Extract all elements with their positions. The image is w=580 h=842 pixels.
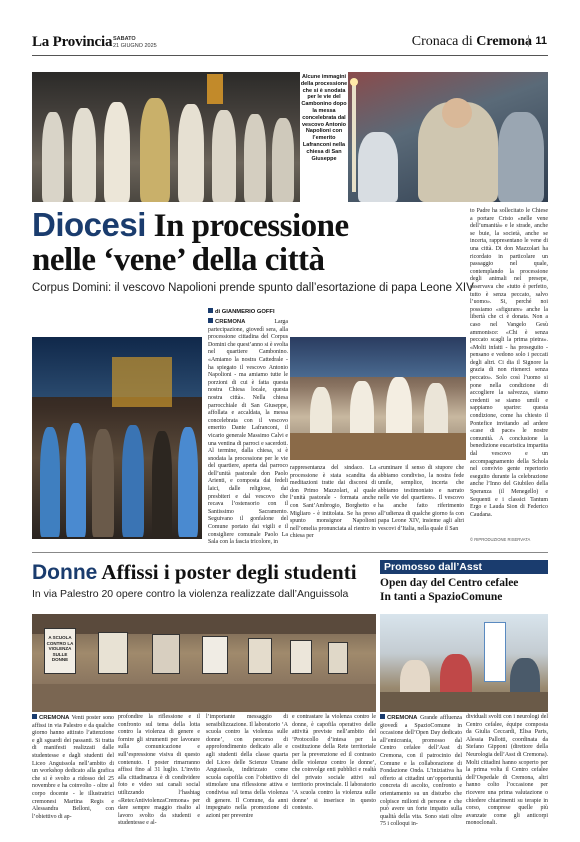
night-procession-photo (32, 337, 202, 539)
donne-column-2: profondire la riflessione e il confronto sul tema della lotta contro la violenza di genere e fornire gli strumenti per lavorare sulla comunicazione e sull’espressione visiva di questo contenuto. I poster rimarranno affissi fino al 31 luglio. L’invito alla cittadinanza è di condividere foto e video sui canali social utilizzando l’hashtag «RetecAntiviolenzaCremona» per dare sempre maggio risalto al lavoro svolto da studenti e studentesse e al- (118, 714, 200, 827)
asst-headline-2: In tanti a SpazioComune (380, 591, 503, 603)
page-number: 11 (528, 35, 547, 47)
donne-column-1 (32, 714, 114, 824)
dateline: CREMONA (208, 319, 245, 325)
headline-line-2: nelle ‘vene’ della città (32, 242, 325, 278)
posters-photo (32, 614, 376, 712)
donne-headline (32, 560, 376, 585)
main-column-1-text: Larga partecipazione, giovedì sera, alla processione cittadina del Corpus Domini che quest’anno si è svolta nel quartiere Cambonino. «Amiamo la nostra Cattedrale - ha spiegato il vescovo Antonio Napolioni - ma amiamo tutte le porzioni di cui è fatta questa nostra Chiesa locale, questa nostra città». Nella chiesa parrocchiale di San Giuseppe, affollata e accaldata, la messa concelebrata con il vescovo emerito Dante Lafranconi, il vicario generale Massimo Calvi e una ventina di parroci e sacerdoti. Al termine, dalla chiesa, si è snodata la processione per le vie del quartiere, aperta dal parroco dell’unità pastorale don Paolo Arienti, e composta dai fedeli laici, dalle religiose, dai presbiteri e dal vescovo che recava l’ostensorio con il Santissimo Sacramento. Seguivano il gonfalone del Comune portato dai vigili e il consigliere comunale Paolo La Sala con la fascia tricolore, in (208, 319, 288, 546)
poster-1: A SCUOLA CONTRO LA VIOLENZA SULLE DONNE (44, 628, 76, 674)
procession-photo (32, 72, 300, 202)
section-prefix: Cronaca di (411, 34, 473, 49)
asst-kicker: Promosso dall’Asst (384, 561, 483, 573)
asst-column-2: dividuali svolti con i neurologi del Centro cefalee, équipe composta da Giulia Ceccardi, Elisa Paris, Alessia Pallotti, coordinata da Stefano Gipponi (direttore della Neurologia dell’Asst di Cremona). Molti cittadini hanno scoperto per la prima volta il Centro cefalee dell’Ospedale di Cremona, altri hanno colto l’occasione per ricevere una prima valutazione o chiedere chiarimenti su terapie in corso, comprese quelle più avanzate come gli anticorpi monoclonali. (466, 714, 548, 827)
section-city: Cremona (476, 34, 532, 49)
donne-column-3: l’importante messaggio di sensibilizzazione. Il laboratorio ‘A scuola contro la violenza sulle donne’, con percorso di approfondimento dedicato alle e agli studenti della classe quarta del Liceo delle Scienze Umane Anguissola, indirizzato come scuola capofila con l’obiettivo di stimolare una riflessione attiva e condivisa sul tema della violenza di genere. Il Comune, da anni impegnato nella promozione di azioni per prevenire (206, 714, 288, 819)
header-full-date: 21 GIUGNO 2025 (113, 42, 157, 49)
church-mass-photo (290, 337, 466, 460)
donne-headline-text: Affissi i poster degli studenti (97, 560, 357, 584)
asst-column-1 (380, 714, 462, 828)
donne-dateline: CREMONA (32, 715, 69, 721)
section-title (412, 34, 532, 50)
headline-line-1: In processione (145, 208, 349, 244)
top-photo-caption: Alcune immagini della processione che si è snodata per le vie del Cambonino dopo la messa concelebrata dal vescovo Antonio Napolioni con l’emerito Lafranconi nella chiesa di San Giuseppe (300, 74, 348, 162)
header-rule (32, 55, 548, 56)
donne-subhead: In via Palestro 20 opere contro la violenza realizzate dall’Anguissola (32, 588, 349, 600)
asst-headline (380, 576, 548, 604)
masthead: La Provincia (32, 34, 113, 50)
asst-column-1-text: Grande affluenza giovedì a SpazioComune in occasione dell’Open Day dedicato all’emicrania, promosso dal Centro cefalee dell’Asst di Cremona, con il patrocinio del Comune e la collaborazione di Fondazione Onda. L’iniziativa ha offerto ai cittadini un’opportunità concreta di ascolto, confronto e orientamento su un disturbo che colpisce milioni di persone e che può avere un forte impatto sulla qualità della vita. Sono stati oltre 75 i colloqui in- (380, 715, 462, 828)
main-subhead: Corpus Domini: il vescovo Napolioni prende spunto dall’esortazione di papa Leone XIV (32, 282, 474, 294)
asst-headline-1: Open day del Centro cefalee (380, 577, 519, 589)
header-date (113, 36, 157, 49)
donne-column-1-text: Venti poster sono affissi in via Palestro e da qualche giorno hanno attirato l’attenzione e gli sguardi dei passanti. Si tratta di manifesti realizzati dalle studentesse e dagli studenti del Liceo Anguissola nell’ambito di un workshop dedicato alla grafica che si è svolto a ridosso del 25 novembre e ha coinvolto - oltre al corpo docente - le illustratrici cremonesi Martina Regis e Alessandra Belloni, con l’obiettivo di ap- (32, 715, 114, 820)
bishop-photo (348, 72, 548, 202)
main-column-1 (208, 318, 288, 544)
copyright-notice: © RIPRODUZIONE RISERVATA (470, 537, 531, 542)
header-day: SABATO (113, 36, 136, 42)
main-column-4: to Padre ha sollecitato le Chiese a portare Cristo «nelle vene dell’umanità» e le strade, anche se buie, la società, anche se incerta, rappresentano le vene di una città. Di don Mazzolari ha ricordato in particolare un passaggio nel quale, contemplando la processione degli animali nel presepe, osservava che «tutto è perfetto, tutto è senza peccato, salvo l’uomo». Si, perché noi possiamo «sfigurare» anche la libertà che ci è donata. Non a caso nel Vangelo Gesù ammonisce: «Chi è senza peccato scagli la prima pietra». «Molti infatti - ha proseguito - pensano e vedono solo i peccati degli altri. Ci dia il Signore la grazia di non ritenerci senza peccato». Solo così l’uomo si pone nella condizione di accogliere la salvezza, siamo credenti se siamo umili e sappiamo sparire: questa condizione, come ha chiesto il Pontefice invitando ad ardere «case di pace» le nostre comunità. A conclusione la benedizione eucaristica impartita dal vescovo e un accompagnamento della Schola nel convivio gente repertorio eseguito durante la celebrazione anche l’Inno del Giubileo della Speranza (il Menegello) e Sequenti e i classici Tantum Ergo e Lauda Sion di Federico Caudana. (470, 208, 548, 518)
main-column-2: rappresentanza del sindaco. La processione è stata scandita da meditazioni tratte dai discorsi di don Primo Mazzolari, al quale l’unità pastorale - formata anche con Sant’Ambrogio, Borghetto e Migliaro - è intitolata. Se ha preso spunto monsignor Napolioni nell’omelia pronunciata al rientro in chiesa per (290, 465, 376, 540)
donne-column-4: e contrastare la violenza contro le donne, è capofila operativo delle attività previste nell’ambito del ‘Protocollo d’intesa per la costituzione della Rete territoriale per la prevenzione ed il contrasto delle violenze contro le donne’, che coinvolge enti pubblici e realtà del privato sociale attivi sul territorio provinciale. Il laboratorio ‘A scuola contro la violenza sulle donne’ si inserisce in questo contesto. (292, 714, 376, 812)
main-column-3: «ruminare il senso di stupore che abbiamo condiviso, la nostra fede umile, semplice, incerta che abbiamo testimoniato e narrato nelle vie del quartiere». Il vescovo ha anche fatto riferimento all’udienza di qualche giorno fa con papa Leone XIV, insieme agli altri vescovi d’Italia, nella quale il San (378, 465, 464, 532)
byline (208, 308, 275, 315)
donne-kicker: Donne (32, 561, 98, 584)
section-divider (32, 552, 548, 553)
headline-kicker: Diocesi (32, 206, 146, 243)
asst-dateline: CREMONA (380, 715, 417, 721)
byline-text: di GIANMERIO GOFFI (215, 309, 275, 315)
open-day-photo (380, 614, 548, 712)
